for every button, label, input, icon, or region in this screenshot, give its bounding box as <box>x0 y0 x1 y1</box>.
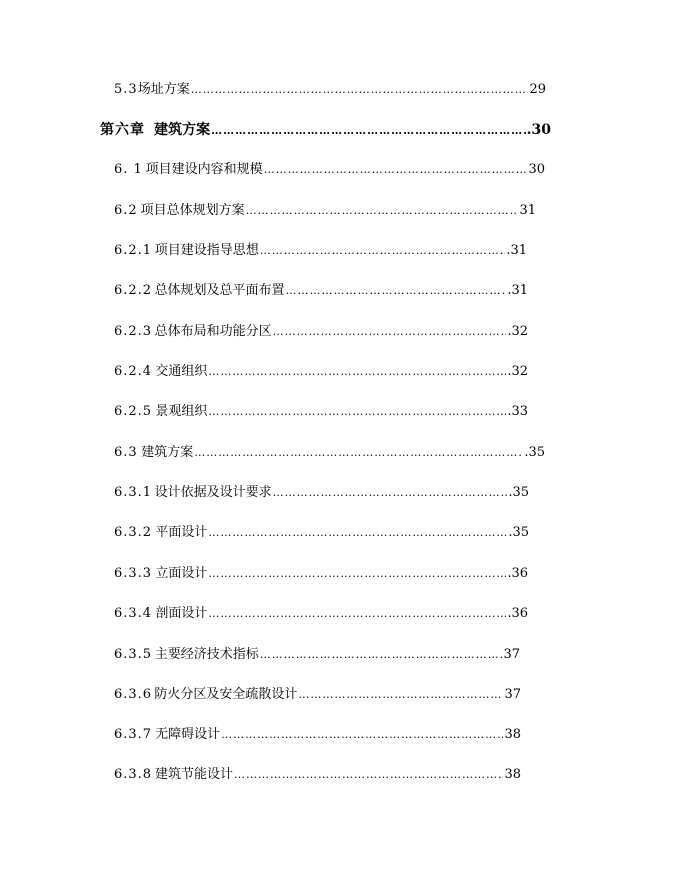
toc-entry-page: 38 <box>504 767 521 782</box>
toc-entry-title: 立面设计 <box>155 566 208 581</box>
toc-dot-leader <box>234 764 503 786</box>
toc-dot-leader <box>191 79 529 101</box>
toc-entry-title: 剖面设计 <box>155 606 208 621</box>
toc-dot-leader <box>298 684 503 706</box>
toc-entry-number: 6.3.7 <box>114 727 153 742</box>
toc-dot-leader <box>264 159 528 181</box>
toc-entry-6-3-2 <box>114 522 529 544</box>
toc-entry-title: 景观组织 <box>155 404 208 419</box>
toc-entry-6-3-7 <box>114 724 521 746</box>
toc-entry-title: 总体布局和功能分区 <box>154 324 272 339</box>
toc-entry-page: .36 <box>507 606 528 621</box>
toc-entry-6-3 <box>114 442 545 464</box>
toc-entry-title: 交通组织 <box>155 364 208 379</box>
toc-entry-title: 项目建设指导思想 <box>154 243 259 258</box>
toc-entry-page: 30 <box>528 162 545 177</box>
toc-entry-6-2-5 <box>114 401 528 423</box>
toc-entry-page: .31 <box>507 283 528 298</box>
toc-dot-leader <box>208 563 506 585</box>
toc-entry-number: 6. 1 <box>114 162 143 177</box>
toc-entry-number: 6.2.1 <box>114 243 153 258</box>
toc-entry-6-2-3 <box>114 321 528 343</box>
toc-entry-page: .30 <box>526 122 551 138</box>
toc-dot-leader <box>208 522 507 544</box>
toc-entry-number: 6.2.4 <box>114 364 153 379</box>
toc-entry-6-3-8 <box>114 764 521 786</box>
toc-entry-6-3-6 <box>114 684 521 706</box>
toc-entry-page: 29 <box>529 82 546 97</box>
toc-entry-page: .35 <box>508 525 529 540</box>
toc-dot-leader <box>246 200 519 222</box>
toc-entry-number: 6.3 <box>114 445 138 460</box>
toc-entry-number: 6.2.5 <box>114 404 153 419</box>
toc-entry-title: 防火分区及安全疏散设计 <box>154 687 298 702</box>
toc-dot-leader <box>208 603 506 625</box>
toc-entry-page: .33 <box>507 404 528 419</box>
toc-entry-title: 建筑节能设计 <box>155 767 234 782</box>
toc-entry-page: .36 <box>507 566 528 581</box>
toc-entry-page: .32 <box>507 364 528 379</box>
toc-entry-title: 无障碍设计 <box>155 727 221 742</box>
toc-entry-number: 6.2.3 <box>114 324 153 339</box>
toc-entry-6-2-2 <box>114 280 528 302</box>
toc-dot-leader <box>286 280 507 302</box>
toc-dot-leader <box>208 361 506 383</box>
toc-entry-title: 项目建设内容和规模 <box>145 162 263 177</box>
toc-entry-5-3 <box>114 79 546 101</box>
toc-entry-6-3-1 <box>114 482 529 504</box>
toc-entry-chapter-6 <box>100 119 551 141</box>
toc-entry-6-3-5 <box>114 644 520 666</box>
toc-entry-number: 6.3.2 <box>114 525 153 540</box>
toc-dot-leader <box>208 401 506 423</box>
toc-entry-number: 6.3.4 <box>114 606 153 621</box>
toc-entry-6-3-3 <box>114 563 528 585</box>
toc-entry-number: 6.2.2 <box>114 283 153 298</box>
toc-dot-leader <box>211 120 526 142</box>
toc-entry-number: 6.3.8 <box>114 767 153 782</box>
toc-entry-6-2-4 <box>114 361 528 383</box>
toc-entry-number: 5.3 <box>114 82 138 97</box>
toc-entry-page: 38 <box>504 727 521 742</box>
toc-entry-page: .31 <box>506 243 527 258</box>
toc-entry-6-1 <box>114 159 545 181</box>
toc-entry-6-3-4 <box>114 603 528 625</box>
toc-entry-page: 37 <box>503 647 520 662</box>
toc-entry-page: 31 <box>519 203 536 218</box>
toc-dot-leader <box>260 240 506 262</box>
toc-dot-leader <box>194 442 523 464</box>
toc-entry-page: 37 <box>504 687 521 702</box>
toc-entry-page: .35 <box>508 485 529 500</box>
toc-entry-title: 建筑方案 <box>154 122 211 138</box>
toc-entry-number: 第六章 <box>100 122 145 138</box>
toc-entry-page: .32 <box>507 324 528 339</box>
toc-entry-title: 总体规划及总平面布置 <box>154 283 285 298</box>
toc-entry-title: 平面设计 <box>155 525 208 540</box>
toc-entry-number: 6.2 <box>114 203 138 218</box>
toc-dot-leader <box>273 321 507 343</box>
toc-entry-page: .35 <box>524 445 545 460</box>
toc-entry-number: 6.3.1 <box>114 485 153 500</box>
toc-entry-6-2-1 <box>114 240 527 262</box>
toc-dot-leader <box>260 644 503 666</box>
toc-dot-leader <box>221 724 503 746</box>
toc-entry-6-2 <box>114 200 536 222</box>
toc-entry-title: 场址方案 <box>137 82 190 97</box>
toc-entry-title: 主要经济技术指标 <box>154 647 259 662</box>
toc-entry-title: 设计依据及设计要求 <box>154 485 272 500</box>
toc-entry-number: 6.3.3 <box>114 566 153 581</box>
toc-dot-leader <box>273 482 508 504</box>
toc-entry-number: 6.3.6 <box>114 687 153 702</box>
toc-entry-title: 项目总体规划方案 <box>140 203 245 218</box>
toc-entry-number: 6.3.5 <box>114 647 153 662</box>
toc-entry-title: 建筑方案 <box>141 445 194 460</box>
